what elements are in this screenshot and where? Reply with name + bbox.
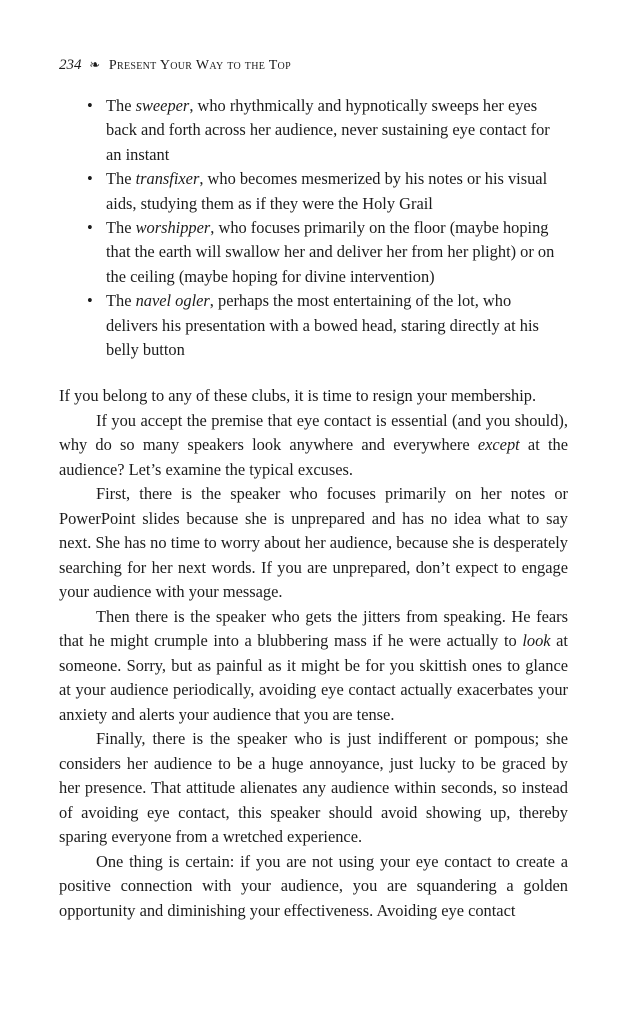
list-item: • The worshipper, who focuses primarily on the floor (maybe hoping that the earth will swallow her and deliver her from her plight) or on the ceiling (maybe hoping for divine intervention) (87, 218, 555, 286)
bullet-icon: • (87, 96, 93, 115)
list-item: • The sweeper, who rhythmically and hypnotically sweeps her eyes back and forth across her audience, never sustaining eye contact for an instant (87, 96, 550, 164)
book-title: Present Your Way to the Top (108, 58, 291, 73)
term: worshipper (135, 218, 211, 238)
fleuron-ornament-icon: ❧ (89, 57, 101, 72)
bullet-icon: • (87, 169, 93, 189)
list-item: • The transfixer, who becomes mesmerized by his notes or his visual aids, studying them as if they were the Holy Grail (87, 169, 548, 213)
term: sweeper (135, 96, 190, 115)
paragraph: If you accept the premise that eye contact is essential (and you should), why do so many speakers look anywhere and everywhere except at the audience? Let’s examine the typical excuses. (59, 410, 568, 479)
paragraph: Finally, there is the speaker who is just indifferent or pompous; she considers her audience to be a huge annoyance, just lucky to be graced by her presence. That attitude alienates any audience within seconds, so instead of avoiding eye contact, this speaker should avoid showing up, thereby sparing everyone from a wretched experience. (59, 729, 568, 846)
paragraph: If you belong to any of these clubs, it is time to resign your membership. (59, 386, 537, 405)
paragraph: First, there is the speaker who focuses primarily on her notes or PowerPoint slides because she is unprepared and has no idea what to say next. She has no time to worry about her audience, because she is desperately searching for her next words. If you are unprepared, don’t expect to engage your audience with your message. (59, 484, 568, 601)
body-text (59, 384, 568, 923)
emphasis: look (522, 631, 551, 650)
bullet-icon: • (87, 291, 93, 311)
list-item: • The navel ogler, perhaps the most entertaining of the lot, who delivers his presentation with a bowed head, staring directly at his belly button (87, 291, 539, 360)
page-number: 234 (59, 57, 82, 73)
emphasis: except (477, 435, 520, 454)
term: transfixer (135, 169, 200, 189)
bullet-icon: • (87, 218, 93, 238)
bullet-list (59, 94, 569, 362)
term: navel ogler (135, 291, 210, 311)
paragraph: Then there is the speaker who gets the jitters from speaking. He fears that he might crumple into a blubbering mass if he were actually to look at someone. Sorry, but as painful as it might be for you skittish ones to glance at your audience periodically, avoiding eye contact actually exacerbates your anxiety and alerts your audience that you are tense. (59, 606, 568, 724)
running-head (59, 56, 291, 75)
paragraph: One thing is certain: if you are not using your eye contact to create a positive connection with your audience, you are squandering a golden opportunity and diminishing your effectiveness. Avoiding eye contact (59, 851, 568, 920)
